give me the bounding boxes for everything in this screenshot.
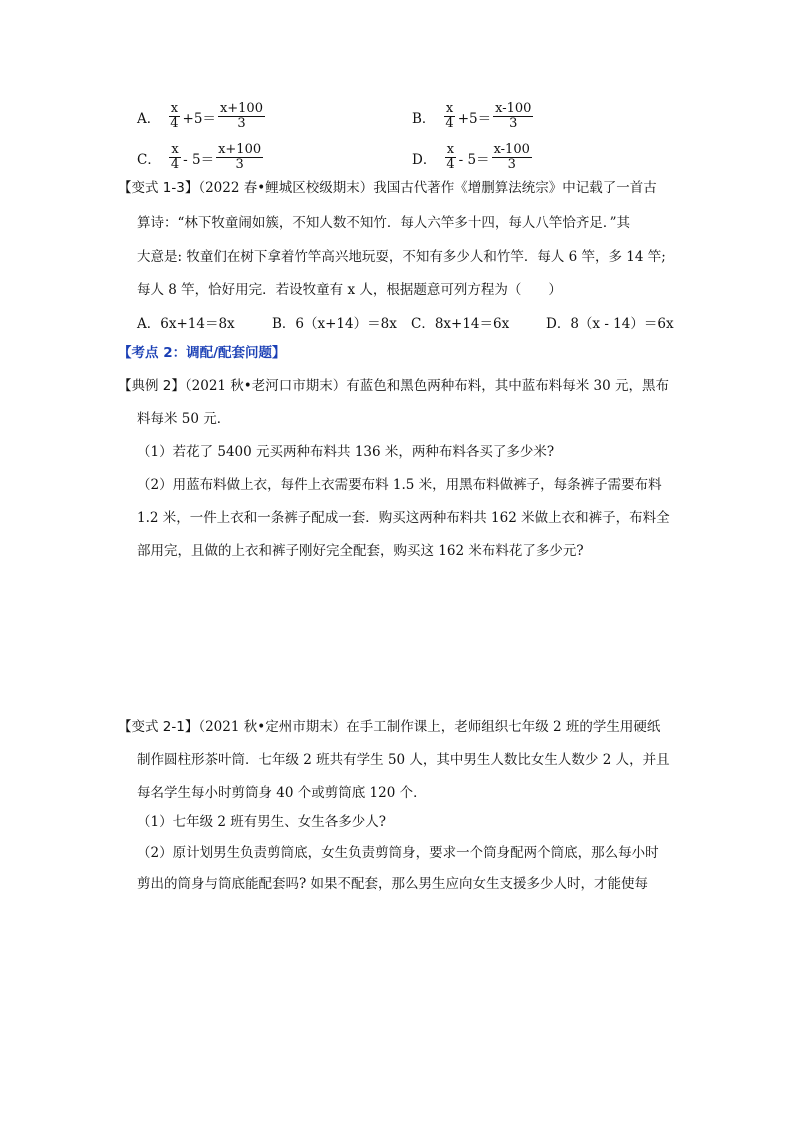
question-text: （2021 秋•老河口市期末）有蓝色和黑色两种布料，其中蓝布料每米 30 元，黑布 [184, 378, 670, 394]
variant-2-1-line-1 [118, 717, 660, 737]
fraction [168, 102, 180, 131]
option-b: B．6（x+14）＝8x [272, 316, 397, 332]
variant-2-1-subquestion-1: （1）七年级 2 班有男生、女生各多少人? [137, 814, 386, 830]
option-label: A． [137, 110, 161, 127]
option-c [137, 143, 265, 172]
question-text: （2021 秋•定州市期末）在手工制作课上，老师组织七年级 2 班的学生用硬纸 [198, 719, 661, 735]
option-d [412, 143, 534, 172]
example-2-line-2: 料每米 50 元． [137, 411, 231, 427]
option-a: A．6x+14＝8x [137, 316, 235, 332]
numerator: x [170, 101, 179, 116]
example-tag: 【典例 2】 [118, 378, 185, 394]
denominator: 4 [446, 157, 455, 172]
variant-2-1-subquestion-2-line-1: （2）原计划男生负责剪筒底，女生负责剪筒身，要求一个筒身配两个筒底，那么每小时 [137, 845, 659, 861]
variant-2-1-subquestion-2-line-2: 剪出的筒身与筒底能配套吗? 如果不配套，那么男生应向女生支援多少人时，才能使每 [137, 876, 649, 892]
fraction [493, 102, 533, 131]
fraction [444, 143, 456, 172]
operator: - 5＝ [458, 151, 490, 168]
variant-tag: 【变式 2-1】 [118, 719, 199, 735]
fraction [218, 102, 265, 131]
example-2-line-1 [118, 376, 669, 396]
fraction [443, 102, 455, 131]
denominator: 3 [507, 157, 516, 172]
variant-tag: 【变式 1-3】 [118, 180, 199, 196]
numerator: x+100 [218, 142, 262, 157]
example-2-subquestion-2-line-1: （2）用蓝布料做上衣，每件上衣需要布料 1.5 米，用黑布料做裤子，每条裤子需要布料 [137, 477, 662, 493]
fraction [216, 143, 263, 172]
numerator: x [446, 142, 455, 157]
denominator: 3 [237, 116, 246, 131]
topic-heading: 【考点 2：调配/配套问题】 [118, 345, 286, 361]
variant-2-1-line-2: 制作圆柱形茶叶筒．七年级 2 班共有学生 50 人，其中男生人数比女生人数少 2 人，并且 [137, 752, 670, 768]
option-c: C．8x+14＝6x [411, 316, 510, 332]
option-label: D． [412, 151, 437, 168]
denominator: 3 [235, 157, 244, 172]
example-2-subquestion-1: （1）若花了 5400 元买两种布料共 136 米，两种布料各买了多少米? [137, 444, 555, 460]
variant-1-3-line-3: 大意是: 牧童们在树下拿着竹竿高兴地玩耍，不知有多少人和竹竿．每人 6 竿，多 14 竿; [137, 249, 666, 265]
variant-2-1-line-3: 每名学生每小时剪筒身 40 个或剪筒底 120 个． [137, 785, 427, 801]
example-2-subquestion-2-line-3: 部用完，且做的上衣和裤子刚好完全配套，购买这 162 米布料花了多少元? [137, 543, 584, 559]
numerator: x [445, 101, 454, 116]
numerator: x [171, 142, 179, 157]
denominator: 4 [170, 157, 180, 172]
example-2-subquestion-2-line-2: 1.2 米，一件上衣和一条裤子配成一套．购买这两种布料共 162 米做上衣和裤子，布料全 [137, 510, 670, 526]
option-label: C． [137, 151, 161, 168]
variant-1-3-line-4: 每人 8 竿，恰好用完．若设牧童有 x 人，根据题意可列方程为（ ） [137, 282, 562, 298]
numerator: x-100 [493, 142, 530, 157]
fraction [169, 143, 181, 172]
denominator: 4 [170, 116, 179, 131]
denominator: 4 [445, 116, 454, 131]
operator: - 5＝ [183, 151, 215, 168]
operator: +5＝ [457, 110, 492, 127]
option-label: B． [412, 110, 436, 127]
variant-1-3-line-2: 算诗：“林下牧童闹如簇，不知人数不知竹．每人六竿多十四，每人八竿恰齐足．”其 [137, 215, 631, 231]
option-a [137, 102, 267, 131]
fraction [492, 143, 532, 172]
option-d: D．8（x - 14）＝6x [546, 316, 674, 332]
question-text: （2022 春•鲤城区校级期末）我国古代著作《增删算法统宗》中记载了一首古 [198, 180, 657, 196]
numerator: x+100 [219, 101, 263, 116]
denominator: 3 [509, 116, 518, 131]
numerator: x-100 [495, 101, 532, 116]
option-b [412, 102, 535, 131]
operator: +5＝ [182, 110, 216, 127]
variant-1-3-line-1 [118, 178, 657, 198]
